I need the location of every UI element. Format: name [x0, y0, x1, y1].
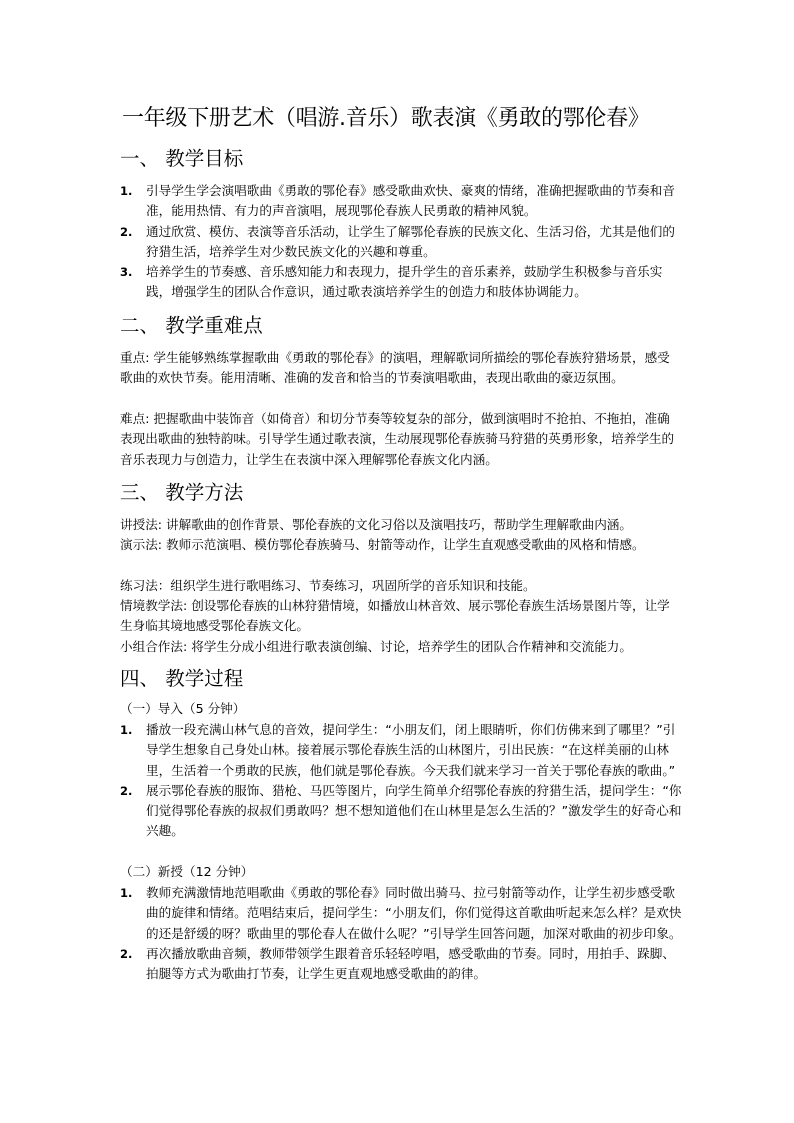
intro-list	[120, 720, 682, 842]
list-number: 2.	[120, 783, 133, 798]
difficulty-paragraph: 难点: 把握歌曲中装饰音（如倚音）和切分节奏等较复杂的部分，做到演唱时不抢拍、不拖拍，准确表现出歌曲的独特韵味。引导学生通过歌表演，生动展现鄂伦春族骑马狩猎的英勇形象，培养学生的音乐表现力与创造力，让学生在表演中深入理解鄂伦春族文化内涵。	[120, 411, 675, 467]
list-item-text: 教师充满激情地范唱歌曲《勇敢的鄂伦春》同时做出骑马、拉弓射箭等动作，让学生初步感受歌曲的旋律和情绪。范唱结束后，提问学生：“小朋友们，你们觉得这首歌曲听起来怎么样？是欢快的还是舒缓的呀？歌曲里的鄂伦春人在做什么呢？”引导学生回答问题，加深对歌曲的初步印象。	[146, 885, 682, 941]
list-number: 3.	[120, 265, 133, 280]
list-item	[120, 781, 682, 842]
objectives-list	[120, 181, 682, 303]
list-item	[120, 181, 682, 222]
key-point-paragraph: 重点: 学生能够熟练掌握歌曲《勇敢的鄂伦春》的演唱，理解歌词所描绘的鄂伦春族狩猎场景，感受歌曲的欢快节奏。能用清晰、准确的发音和恰当的节奏演唱歌曲，表现出歌曲的豪迈氛围。	[120, 350, 670, 386]
section-heading-process: 四、 教学过程	[120, 667, 244, 690]
list-number: 2.	[120, 946, 133, 961]
list-item-text: 引导学生学会演唱歌曲《勇敢的鄂伦春》感受歌曲欢快、豪爽的情绪，准确把握歌曲的节奏和音准，能用热情、有力的声音演唱，展现鄂伦春族人民勇敢的精神风貌。	[146, 183, 675, 219]
list-item	[120, 222, 682, 263]
method-lecture: 讲授法: 讲解歌曲的创作背景、鄂伦春族的文化习俗以及演唱技巧，帮助学生理解歌曲内涵。	[120, 517, 632, 532]
list-item-text: 通过欣赏、模仿、表演等音乐活动，让学生了解鄂伦春族的民族文化、生活习俗，尤其是他们的狩猎生活，培养学生对少数民族文化的兴趣和尊重。	[146, 223, 675, 259]
method-situational: 情境教学法: 创设鄂伦春族的山林狩猎情境，如播放山林音效、展示鄂伦春族生活场景图片等，让学生身临其境地感受鄂伦春族文化。	[120, 598, 670, 634]
method-group: 小组合作法: 将学生分成小组进行歌表演创编、讨论，培养学生的团队合作精神和交流能力。	[120, 639, 632, 654]
document-title: 一年级下册艺术（唱游.音乐）歌表演《勇敢的鄂伦春》	[122, 106, 650, 131]
method-demonstration: 演示法: 教师示范演唱、模仿鄂伦春族骑马、射箭等动作，让学生直观感受歌曲的风格和情感。	[120, 537, 645, 552]
list-number: 2.	[120, 224, 133, 239]
section-heading-key-points: 二、 教学重难点	[120, 314, 263, 337]
list-number: 1.	[120, 886, 133, 900]
list-number: 1.	[120, 184, 133, 198]
list-number: 1.	[120, 723, 133, 737]
new-lesson-list	[120, 883, 682, 984]
list-item-text: 展示鄂伦春族的服饰、猎枪、马匹等图片，向学生简单介绍鄂伦春族的狩猎生活，提问学生：“你们觉得鄂伦春族的叔叔们勇敢吗？想不想知道他们在山林里是怎么生活的？”激发学生的好奇心和兴趣。	[146, 782, 682, 839]
list-item	[120, 720, 682, 781]
section-heading-objectives: 一、 教学目标	[120, 147, 244, 170]
section-heading-methods: 三、 教学方法	[120, 481, 244, 504]
list-item	[120, 883, 682, 944]
list-item-text: 播放一段充满山林气息的音效，提问学生：“小朋友们，闭上眼睛听，你们仿佛来到了哪里？”引导学生想象自己身处山林。接着展示鄂伦春族生活的山林图片，引出民族：“在这样美丽的山林里，生活着一个勇敢的民族，他们就是鄂伦春族。今天我们就来学习一首关于鄂伦春族的歌曲。”	[146, 722, 676, 778]
subsection-intro: （一）导入（5 分钟）	[120, 701, 246, 716]
method-practice: 练习法：组织学生进行歌唱练习、节奏练习，巩固所学的音乐知识和技能。	[120, 578, 536, 593]
list-item	[120, 944, 682, 985]
subsection-new-lesson: （二）新授（12 分钟）	[120, 864, 254, 879]
list-item-text: 培养学生的节奏感、音乐感知能力和表现力，提升学生的音乐素养，鼓励学生积极参与音乐实践，增强学生的团队合作意识，通过歌表演培养学生的创造力和肢体协调能力。	[146, 264, 663, 300]
list-item	[120, 262, 682, 303]
list-item-text: 再次播放歌曲音频，教师带领学生跟着音乐轻轻哼唱，感受歌曲的节奏。同时，用拍手、跺脚、拍腿等方式为歌曲打节奏，让学生更直观地感受歌曲的韵律。	[146, 945, 675, 982]
